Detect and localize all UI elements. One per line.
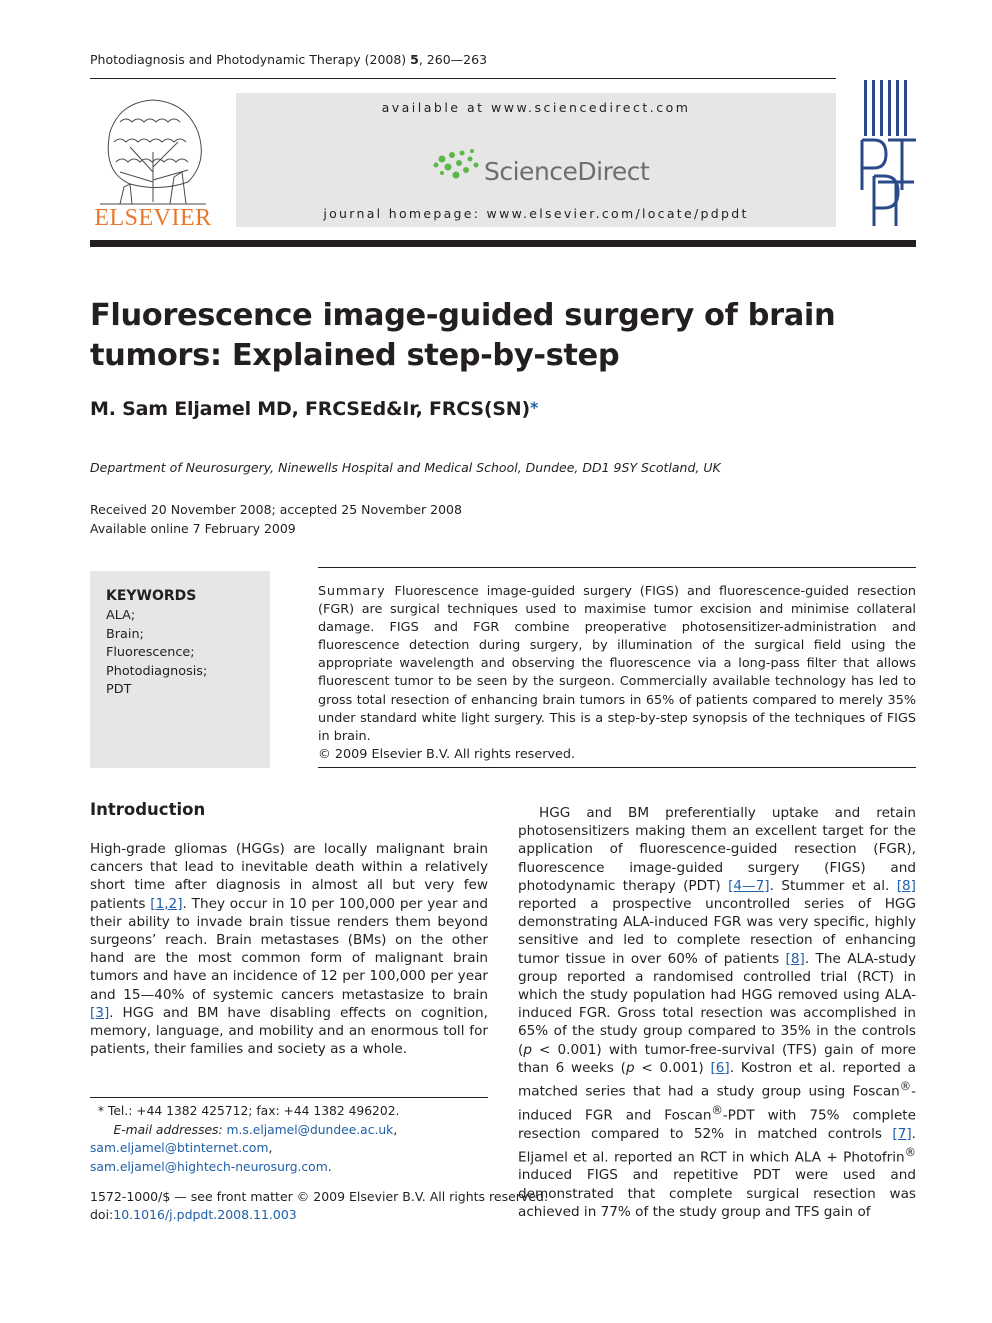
citation-link[interactable]: [8] <box>896 877 916 894</box>
body-text: < 0.001) with tumor-free-survival (TFS) gain of more than 6 weeks ( <box>518 1041 916 1076</box>
abstract-top-rule <box>318 567 916 568</box>
doi-label: doi: <box>90 1207 114 1222</box>
keyword-item: Photodiagnosis; <box>106 663 208 679</box>
keyword-item: PDT <box>106 682 132 697</box>
body-text: -induced FGR and Foscan <box>518 1083 916 1124</box>
keyword-item: Brain; <box>106 626 144 642</box>
footnote-mark: * <box>97 1104 104 1118</box>
journal-volume: 5 <box>410 52 419 67</box>
intro-text: . They occur in 10 per 100,000 per year and their ability to invade brain tissue renders them beyond surgeons’ reach. Brain metastases (BMs) on the other hand are the most common form of malignant brain tumors and have an incidence of 12 per 100,000 per year and 15—40% of systemic cancers metastasize to brain <box>90 895 488 1003</box>
sciencedirect-banner <box>236 93 836 227</box>
author-footnote: * Tel.: +44 1382 425712; fax: +44 1382 496202. E-mail addresses: m.s.eljamel@dundee.ac.uk, sam.eljamel@btinternet.com, sam.eljamel@hightech-neurosurg.com. <box>90 1102 488 1176</box>
pdpdt-journal-logo <box>858 78 918 228</box>
abstract-label: Summary <box>318 584 386 599</box>
affiliation: Department of Neurosurgery, Ninewells Hospital and Medical School, Dundee, DD1 9SY Scotland, UK <box>90 460 721 475</box>
citation-link[interactable]: [3] <box>90 1004 110 1021</box>
footnote-phone: Tel.: +44 1382 425712; fax: +44 1382 496202. <box>107 1104 400 1118</box>
citation-link[interactable]: [6] <box>710 1059 730 1076</box>
article-dates <box>90 500 462 538</box>
online-date: Available online 7 February 2009 <box>90 521 296 536</box>
keyword-item: Fluorescence; <box>106 645 195 660</box>
header-thick-rule <box>90 240 916 247</box>
abstract-text: Fluorescence image-guided surgery (FIGS) and fluorescence-guided resection (FGR) are surgical techniques used to maximise tumor excision and minimise collateral damage. FIGS and FGR combine preoperative photosensitizer-administration and fluorescence detection during surgery, by illumination of the surgical field using the appropriate wavelength and observing the fluorescence via a long-pass filter that allows fluorescent tumor to be seen by the surgeon. Commercially available technology has led to gross total resection of enhancing brain tumors in 65% of patients compared to merely 35% under standard white light surgery. This is a step-by-step synopsis of the techniques of FIGS in brain. <box>318 584 916 744</box>
abstract-bottom-rule <box>318 767 916 768</box>
body-text: reported a prospective uncontrolled series of HGG demonstrating ALA-induced FGR was very specific, highly sensitive and led to complete resection of enhancing tumor tissue in over 60% of patients <box>518 896 916 967</box>
body-text: -PDT with 75% complete resection compared to 52% in matched controls <box>518 1107 916 1142</box>
left-column <box>90 800 488 1058</box>
p-value-symbol: p <box>625 1059 635 1076</box>
elsevier-wordmark: ELSEVIER <box>94 205 212 231</box>
doi-line <box>90 1206 548 1224</box>
keywords-box <box>90 571 270 768</box>
citation-link[interactable]: [8] <box>785 950 805 967</box>
available-at-text[interactable]: available at www.sciencedirect.com <box>381 100 691 115</box>
abstract-copyright: © 2009 Elsevier B.V. All rights reserved. <box>318 746 576 762</box>
author-name: M. Sam Eljamel MD, FRCSEd&Ir, FRCS(SN) <box>90 398 530 420</box>
citation-link[interactable]: [1,2] <box>150 895 183 912</box>
footnote-contact <box>90 1102 488 1121</box>
introduction-heading: Introduction <box>90 800 206 819</box>
author-footnote-mark[interactable]: * <box>529 398 539 417</box>
email-link[interactable]: sam.eljamel@hightech-neurosurg.com <box>90 1159 328 1174</box>
email-link[interactable]: sam.eljamel@btinternet.com <box>90 1141 269 1155</box>
journal-citation <box>90 52 487 67</box>
issn-line: 1572-1000/$ — see front matter © 2009 Elsevier B.V. All rights reserved. <box>90 1189 548 1204</box>
doi-link[interactable]: 10.1016/j.pdpdt.2008.11.003 <box>113 1207 297 1222</box>
author-line <box>90 398 538 420</box>
body-paragraph <box>518 804 916 1221</box>
intro-text: . HGG and BM have disabling effects on cognition, memory, language, and mobility and an enormous toll for patients, their families and society as a whole. <box>90 1004 488 1058</box>
body-text: . The ALA-study group reported a randomised controlled trial (RCT) in which the study population had HGG removed using ALA-induced FGR. Gross total resection was accomplished in 65% of the study group compared to 35% in the controls ( <box>518 950 916 1058</box>
article-title: Fluorescence image-guided surgery of brain tumors: Explained step-by-step <box>90 298 836 373</box>
body-text: HGG and BM preferentially uptake and retain photosensitizers making them an excellent target for the application of fluorescence-guided resection (FGR), fluorescence image-guided surgery (FIGS) and photodynamic therapy (PDT) <box>518 805 916 894</box>
header-rule <box>90 78 836 79</box>
registered-mark: ® <box>711 1102 723 1117</box>
registered-mark: ® <box>904 1144 916 1159</box>
introduction-paragraph <box>90 840 488 1058</box>
keyword-item: ALA; <box>106 608 136 623</box>
keywords-heading: KEYWORDS <box>106 588 197 604</box>
body-text: . Kostron et al. reported a matched series that had a study group using Foscan <box>518 1059 917 1100</box>
sciencedirect-wordmark: ScienceDirect <box>484 157 650 186</box>
journal-pages: , 260—263 <box>418 52 488 67</box>
front-matter-note <box>90 1188 548 1224</box>
body-text: . Stummer et al. <box>769 877 897 894</box>
p-value-symbol: p <box>523 1041 532 1058</box>
right-column <box>518 804 916 1221</box>
body-text: induced FIGS and repetitive PDT were used and demonstrated that complete surgical resection was achieved in 77% of the study group and TFS gain of <box>518 1167 916 1220</box>
email-link[interactable]: m.s.eljamel@dundee.ac.uk <box>226 1122 394 1137</box>
received-date: Received 20 November 2008; accepted 25 November 2008 <box>90 502 462 517</box>
footnote-emails: E-mail addresses: m.s.eljamel@dundee.ac.uk, <box>113 1122 398 1137</box>
body-text: < 0.001) <box>634 1059 711 1076</box>
intro-text: High-grade gliomas (HGGs) are locally malignant brain cancers that lead to inevitable death within a relatively short time after diagnosis in almost all but very few patients <box>90 841 488 912</box>
footnote-rule <box>90 1097 488 1098</box>
citation-link[interactable]: [7] <box>892 1125 912 1142</box>
email-label: E-mail addresses: <box>113 1122 223 1137</box>
journal-name: Photodiagnosis and Photodynamic Therapy (2008) <box>90 52 411 67</box>
citation-link[interactable]: [4—7] <box>728 877 770 894</box>
registered-mark: ® <box>899 1079 912 1094</box>
body-text: . Eljamel et al. reported an RCT in which ALA + Photofrin <box>518 1125 916 1166</box>
abstract <box>318 583 916 764</box>
journal-homepage-text[interactable]: journal homepage: www.elsevier.com/locate/pdpdt <box>323 206 749 221</box>
